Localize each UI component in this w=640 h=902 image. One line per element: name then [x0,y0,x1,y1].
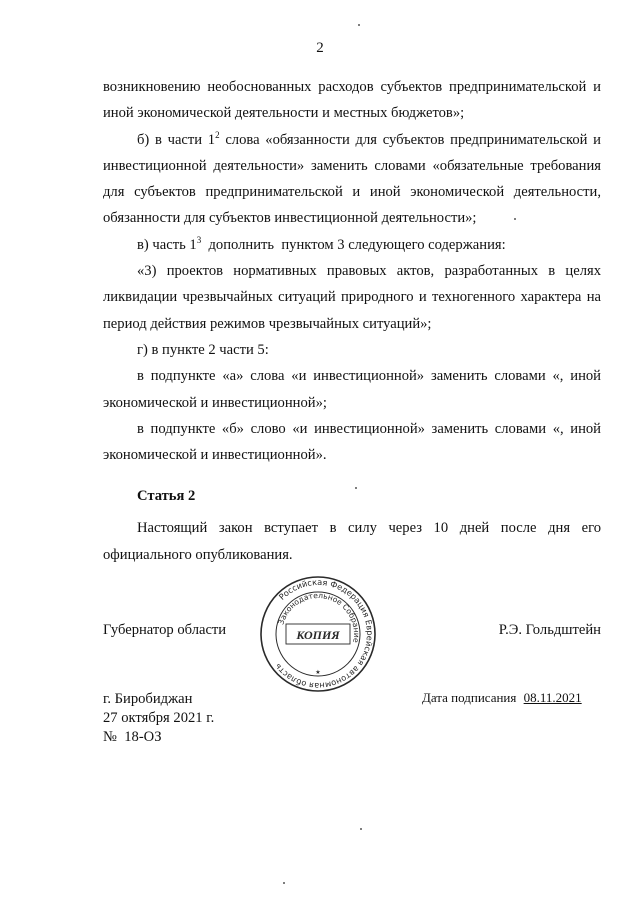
seal-outer-text: Российская Федерация Еврейская автономная область [272,576,376,692]
place-block [103,690,214,747]
paragraph-subitem-b: в подпункте «б» слово «и инвестиционной» заменить словами «, иной экономической и инвестиционной». [103,420,601,464]
law-number: № 18-ОЗ [103,729,162,745]
seal-inner-text: Законодательное Собрание [276,590,362,644]
paragraph-v [103,232,601,258]
paragraph-b-pre: б) в части 1 [137,131,216,148]
seal-stamp [258,574,378,694]
paragraph-b-sup: 2 [215,129,220,140]
place-date: 27 октября 2021 г. [103,710,215,726]
paragraph-g: г) в пункте 2 части 5: [137,341,269,358]
scan-speck [358,24,360,26]
paragraph-v-post: дополнить пунктом 3 следующего содержания: [201,236,506,253]
seal-center-text: КОПИЯ [296,628,340,642]
scan-speck [514,218,516,220]
signatory-name: Р.Э. Гольдштейн [498,622,601,638]
paragraph-continuation: возникновению необоснованных расходов субъектов предпринимательской и иной экономической деятельности и местных бюджетов»; [103,79,601,122]
paragraph-b-post: слова «обязанности для субъектов предпринимательской и инвестиционной деятельности» заменить словами «обязательные требования для субъектов предпринимательской и иной экономической деятельности, обязанности для субъектов инвестиционной деятельности»; [103,131,601,227]
scan-speck [360,828,362,830]
paragraph-v-pre: в) часть 1 [137,236,197,253]
body-text [103,74,601,468]
signatory-title: Губернатор области [103,622,227,638]
article-text: Настоящий закон вступает в силу через 10 дней после дня его официального опубликования. [103,520,601,563]
paragraph-v-sup: 3 [196,234,202,245]
signing-date-value: 08.11.2021 [523,690,582,705]
signing-date-label: Дата подписания [422,690,517,705]
place-city: г. Биробиджан [103,691,193,707]
paragraph-item-3: «3) проектов нормативных правовых актов, разработанных в целях ликвидации чрезвычайных ситуаций природного и техногенного характера на период действия режимов чрезвычайных ситуаций»; [103,263,601,332]
scan-speck [283,882,285,884]
paragraph-b [103,127,601,232]
signing-date-block [422,690,582,706]
paragraph-subitem-a: в подпункте «а» слова «и инвестиционной» заменить словами «, иной экономической и инвестиционной»; [103,368,601,411]
article-title: Статья 2 [137,488,196,504]
seal-star-icon: ★ [315,670,321,676]
page-number: 2 [316,40,324,56]
scan-speck [355,487,357,489]
